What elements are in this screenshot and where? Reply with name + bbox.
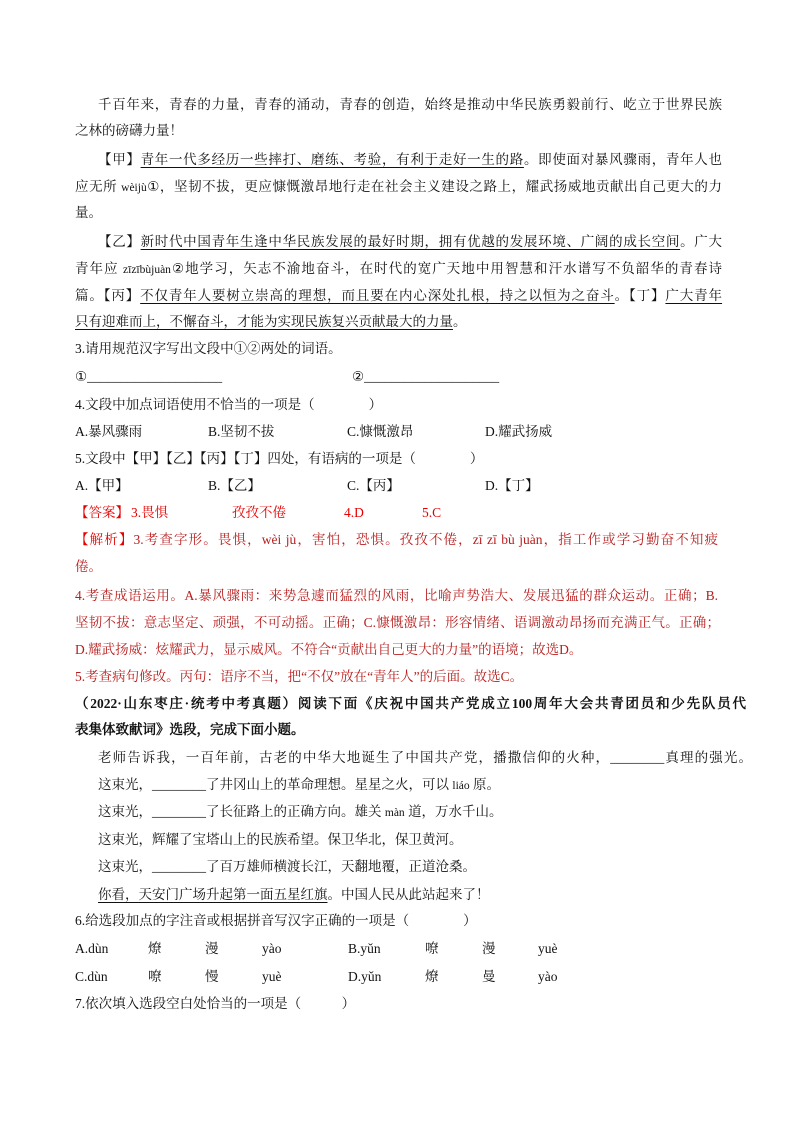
answer-label: 【答案】 <box>75 505 129 520</box>
question-6-options-row <box>75 939 725 959</box>
passage1-line <box>75 177 722 197</box>
text-run: 原。 <box>469 777 500 792</box>
passage1-jia-line <box>98 150 722 170</box>
text-run: 青年应 <box>75 261 124 276</box>
option-d-char1: 燎 <box>425 969 439 984</box>
yi-label: 【乙】 <box>98 234 141 249</box>
answer-q3-2: 孜孜不倦 <box>232 505 286 520</box>
option-a-label: A.dùn <box>75 941 109 956</box>
passage2-line <box>98 885 490 905</box>
text-run: 道，万水千山。 <box>404 804 503 819</box>
question-4-stem: 4.文段中加点词语使用不恰当的一项是（ ） <box>75 397 383 412</box>
option-a-pinyin: yào <box>262 941 282 956</box>
text-run: 这束光，________了长征路上的正确方向。雄关 <box>98 804 385 819</box>
ding-label: 【丁】 <box>629 288 666 303</box>
analysis-line: D.耀武扬威：炫耀武力，显示威风。不符合“贡献出自己更大的力量”的语境；故选D。 <box>75 642 583 657</box>
question-7-stem: 7.依次填入选段空白处恰当的一项是（ ） <box>75 996 356 1011</box>
text-run: 。 <box>614 288 630 303</box>
question-3-blanks <box>75 367 725 387</box>
passage2-line: 这束光，________了百万雄师横渡长江，天翻地覆，正道沧桑。 <box>98 859 476 874</box>
passage1-line <box>75 312 467 332</box>
jia-label: 【甲】 <box>98 152 141 167</box>
passage2-line: 老师告诉我，一百年前，古老的中华大地诞生了中国共产党，播撒信仰的火种，________真理的强光。 <box>98 750 752 765</box>
ding-underlined-sentence: 只有迎难而上，不懈奋斗，才能为实现民族复兴贡献最大的力量 <box>75 314 453 329</box>
text-run: 应无所 <box>75 179 122 194</box>
option-b-pinyin: yuè <box>538 941 558 956</box>
jia-underlined-sentence: 青年一代多经历一些摔打、磨练、考验，有利于走好一生的路 <box>140 152 524 167</box>
passage1-line <box>75 259 722 279</box>
option-c-char2: 慢 <box>205 969 219 984</box>
passage2-line: 这束光，辉耀了宝塔山上的民族希望。保卫华北，保卫黄河。 <box>98 832 463 847</box>
text-run: 。广大 <box>680 234 723 249</box>
question-3-stem: 3.请用规范汉字写出文段中①②两处的词语。 <box>75 341 342 356</box>
answer-q5: 5.C <box>422 505 442 520</box>
question-6-stem: 6.给选段加点的字注音或根据拼音写汉字正确的一项是（ ） <box>75 913 477 928</box>
bing-label: 【丙】 <box>103 288 141 303</box>
pinyin-blank-2: zīzībùjuàn <box>123 264 171 276</box>
question-5-options <box>75 476 725 496</box>
option-b-char2: 漫 <box>482 941 496 956</box>
option-c-char1: 嘹 <box>148 969 162 984</box>
analysis-line: 4.考查成语运用。A.暴风骤雨：来势急遽而猛烈的风雨，比喻声势浩大、发展迅猛的群众运动。正确；B. <box>75 588 718 603</box>
option-b: B.坚韧不拔 <box>208 424 275 439</box>
source-heading: 表集体致献词》选段，完成下面小题。 <box>75 722 305 737</box>
text-run: 这束光，________了井冈山上的革命理想。星星之火，可以 <box>98 777 453 792</box>
pinyin-liao: liáo <box>452 780 470 792</box>
passage1-line: 量。 <box>75 205 102 220</box>
text-run: 。即使面对暴风骤雨，青年人也 <box>523 152 723 167</box>
question-4-options <box>75 422 725 442</box>
text-run: 。中国人民从此站起来了！ <box>327 887 490 902</box>
underlined-sentence: 你看，天安门广场升起第一面五星红旗 <box>98 887 328 902</box>
option-a: A.暴风骤雨 <box>75 424 143 439</box>
option-c: C.【丙】 <box>347 478 400 493</box>
option-a-char2: 漫 <box>205 941 219 956</box>
analysis-line: 5.考查病句修改。丙句：语序不当，把“不仅”放在“青年人”的后面。故选C。 <box>75 669 524 684</box>
option-d: D.【丁】 <box>485 478 539 493</box>
analysis-line: 倦。 <box>75 559 102 574</box>
question-5-stem: 5.文段中【甲】【乙】【丙】【丁】四处，有语病的一项是（ ） <box>75 451 484 466</box>
text-run: ①，坚韧不拔，更应慷慨激昂地行走在社会主义建设之路上，耀武扬威地贡献出自己更大的力 <box>146 179 722 194</box>
passage1-yi-line <box>98 232 722 252</box>
option-c: C.慷慨激昂 <box>347 424 414 439</box>
source-heading: （2022·山东枣庄·统考中考真题）阅读下面《庆祝中国共产党成立100周年大会共青团员和少先队员代 <box>75 696 746 711</box>
passage1-bing-ding-line <box>75 286 722 306</box>
ding-underlined-sentence: 广大青年 <box>665 288 723 303</box>
passage1-intro-line: 之林的磅礴力量！ <box>75 123 183 138</box>
answer-q3-1: 3.畏惧 <box>131 505 169 520</box>
option-c-pinyin: yuè <box>262 969 282 984</box>
option-b-char1: 嘹 <box>425 941 439 956</box>
pinyin-blank-1: wèijù <box>121 182 147 194</box>
passage1-intro-line: 千百年来，青春的力量，青春的涌动，青春的创造，始终是推动中华民族勇毅前行、屹立于世界民族 <box>98 97 722 112</box>
option-d: D.耀武扬威 <box>485 424 553 439</box>
text-run: 。 <box>453 314 467 329</box>
bing-underlined-sentence: 不仅青年人要树立崇高的理想，而且要在内心深处扎根，持之以恒为之奋斗 <box>140 288 615 303</box>
analysis-line <box>75 530 718 550</box>
answer-q4: 4.D <box>344 505 364 520</box>
analysis-label: 【解析】 <box>75 532 134 547</box>
passage2-line <box>98 775 500 795</box>
option-d-char2: 曼 <box>482 969 496 984</box>
option-c-label: C.dùn <box>75 969 108 984</box>
answer-blank-1: ①____________________ <box>75 369 223 384</box>
passage2-line <box>98 802 503 822</box>
option-b: B.【乙】 <box>208 478 261 493</box>
pinyin-man: màn <box>384 807 405 819</box>
text-run: ②地学习，矢志不渝地奋斗，在时代的宽广天地中用智慧和汗水谱写不负韶华的青春诗 <box>170 261 722 276</box>
answer-line <box>75 503 725 523</box>
option-b-label: B.yǔn <box>348 941 381 956</box>
option-d-pinyin: yào <box>538 969 558 984</box>
option-a: A.【甲】 <box>75 478 129 493</box>
option-a-char1: 燎 <box>148 941 162 956</box>
question-6-options-row <box>75 967 725 987</box>
text-run: 篇。 <box>75 288 104 303</box>
answer-blank-2: ②____________________ <box>352 369 500 384</box>
yi-underlined-sentence: 新时代中国青年生逢中华民族发展的最好时期，拥有优越的发展环境、广阔的成长空间 <box>140 234 681 249</box>
option-d-label: D.yǔn <box>348 969 382 984</box>
analysis-text: 3.考查字形。畏惧，wèi jù，害怕，恐惧。孜孜不倦，zī zī bù juàn，指工作或学习勤奋不知疲 <box>133 532 718 547</box>
analysis-line: 坚韧不拔：意志坚定、顽强，不可动摇。正确；C.慷慨激昂：形容情绪、语调激动昂扬而充满正气。正确； <box>75 615 720 630</box>
